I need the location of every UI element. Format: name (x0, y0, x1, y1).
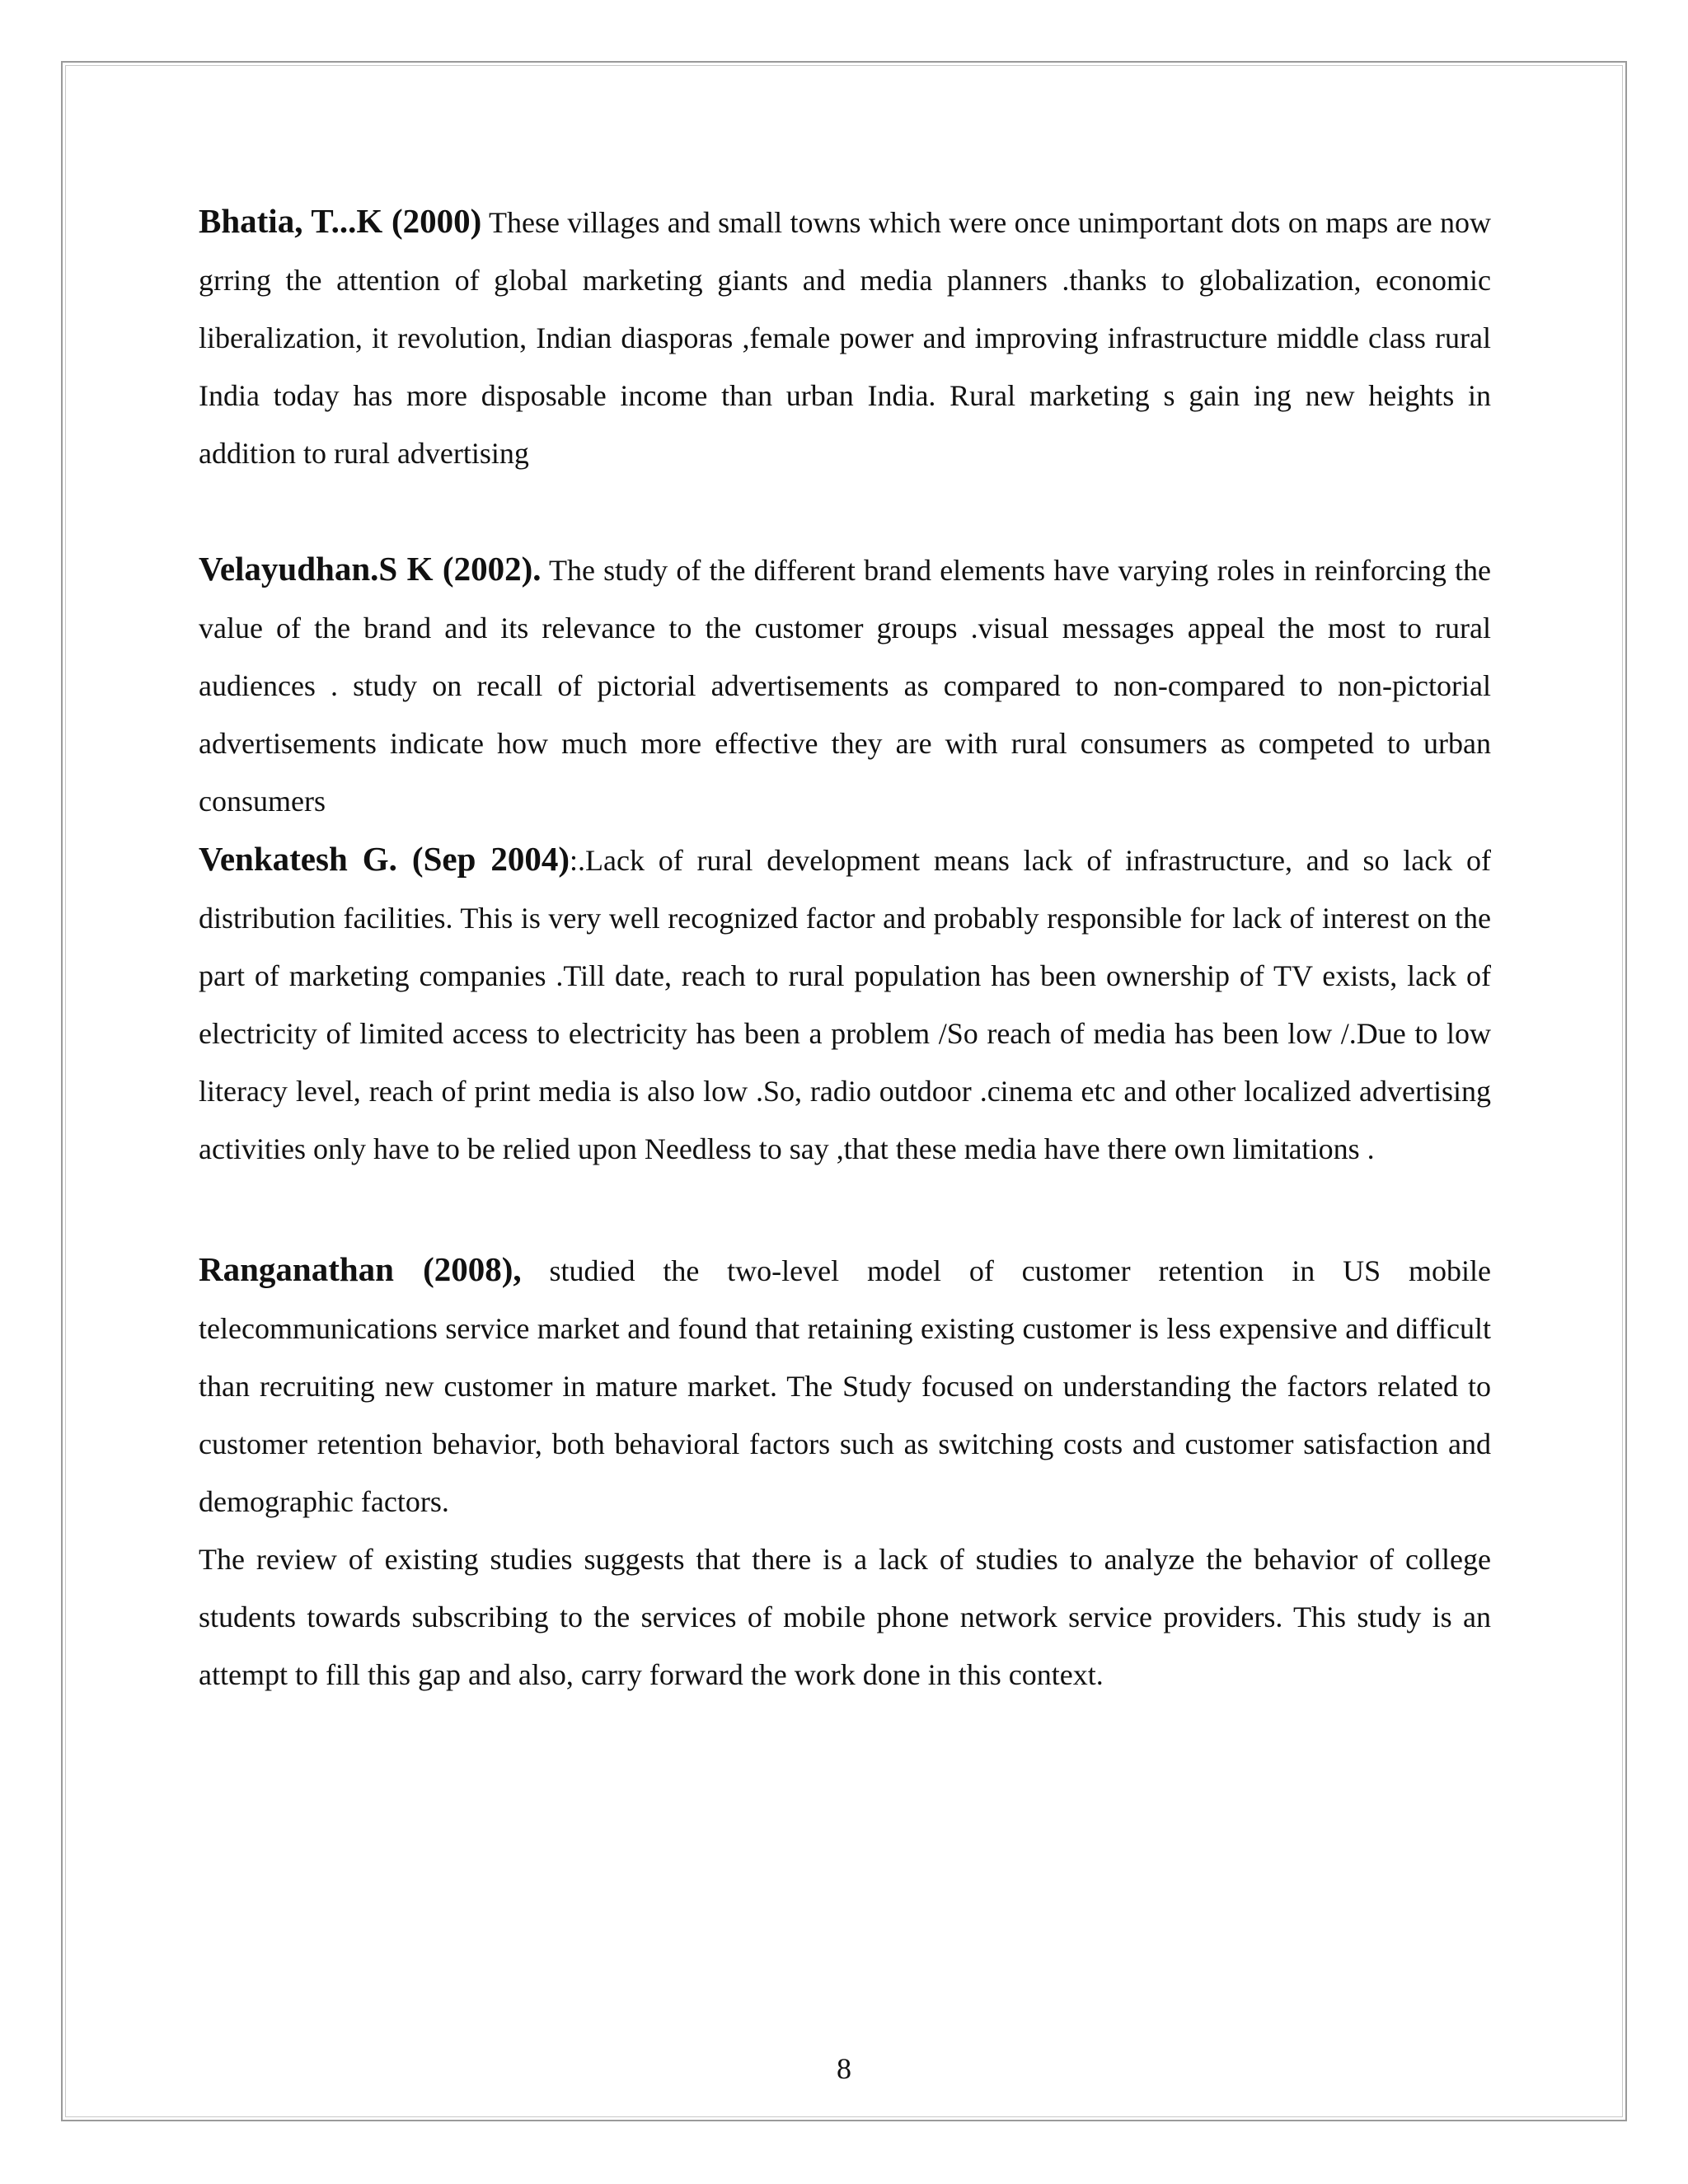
review-paragraph-velayudhan (199, 540, 1491, 830)
citation-lead: Bhatia, T...K (2000) (199, 202, 482, 240)
citation-lead: Ranganathan (2008), (199, 1250, 522, 1288)
review-paragraph-venkatesh (199, 830, 1491, 1178)
paragraph-text: These villages and small towns which were once unimportant dots on maps are now grring the attention of global marketing giants and media planners .thanks to globalization, economic liberalization, it revolution, Indian diasporas ,female power and improving infrastructure middle class rural India today has more disposable income than urban India. Rural marketing s gain ing new heights in addition to rural advertising (199, 206, 1491, 470)
paragraph-spacer (199, 1178, 1491, 1240)
paragraph-text: studied the two-level model of customer retention in US mobile telecommunications service market and found that retaining existing customer is less expensive and difficult than recruiting new customer in mature market. The Study focused on understanding the factors related to customer retention behavior, both behavioral factors such as switching costs and customer satisfaction and demographic factors. (199, 1254, 1492, 1518)
citation-lead: Venkatesh G. (Sep 2004) (199, 840, 570, 878)
conclusion-paragraph: The review of existing studies suggests that there is a lack of studies to analyze the behavior of college students towards subscribing to the services of mobile phone network service providers. This study is an attempt to fill this gap and also, carry forward the work done in this context. (199, 1543, 1491, 1691)
page-number: 8 (837, 2052, 851, 2085)
paragraph-text: The study of the different brand elements have varying roles in reinforcing the value of the brand and its relevance to the customer groups .visual messages appeal the most to rural audiences . study on recall of pictorial advertisements as compared to non-compared to non-pictorial advertisements indicate how much more effective they are with rural consumers as competed to urban consumers (199, 554, 1491, 818)
paragraph-text: :.Lack of rural development means lack of infrastructure, and so lack of distribution facilities. This is very well recognized factor and probably responsible for lack of interest on the part of marketing companies .Till date, reach to rural population has been ownership of TV exists, lack of electricity of limited access to electricity has been a problem /So reach of media has been low /.Due to low literacy level, reach of print media is also low .So, radio outdoor .cinema etc and other localized advertising activities only have to be relied upon Needless to say ,that these media have there own limitations . (199, 844, 1491, 1165)
document-body (199, 192, 1491, 1704)
review-paragraph-ranganathan (199, 1240, 1491, 1530)
paragraph-spacer (199, 482, 1491, 540)
citation-lead: Velayudhan.S K (2002). (199, 550, 542, 588)
review-paragraph-bhatia (199, 192, 1491, 482)
